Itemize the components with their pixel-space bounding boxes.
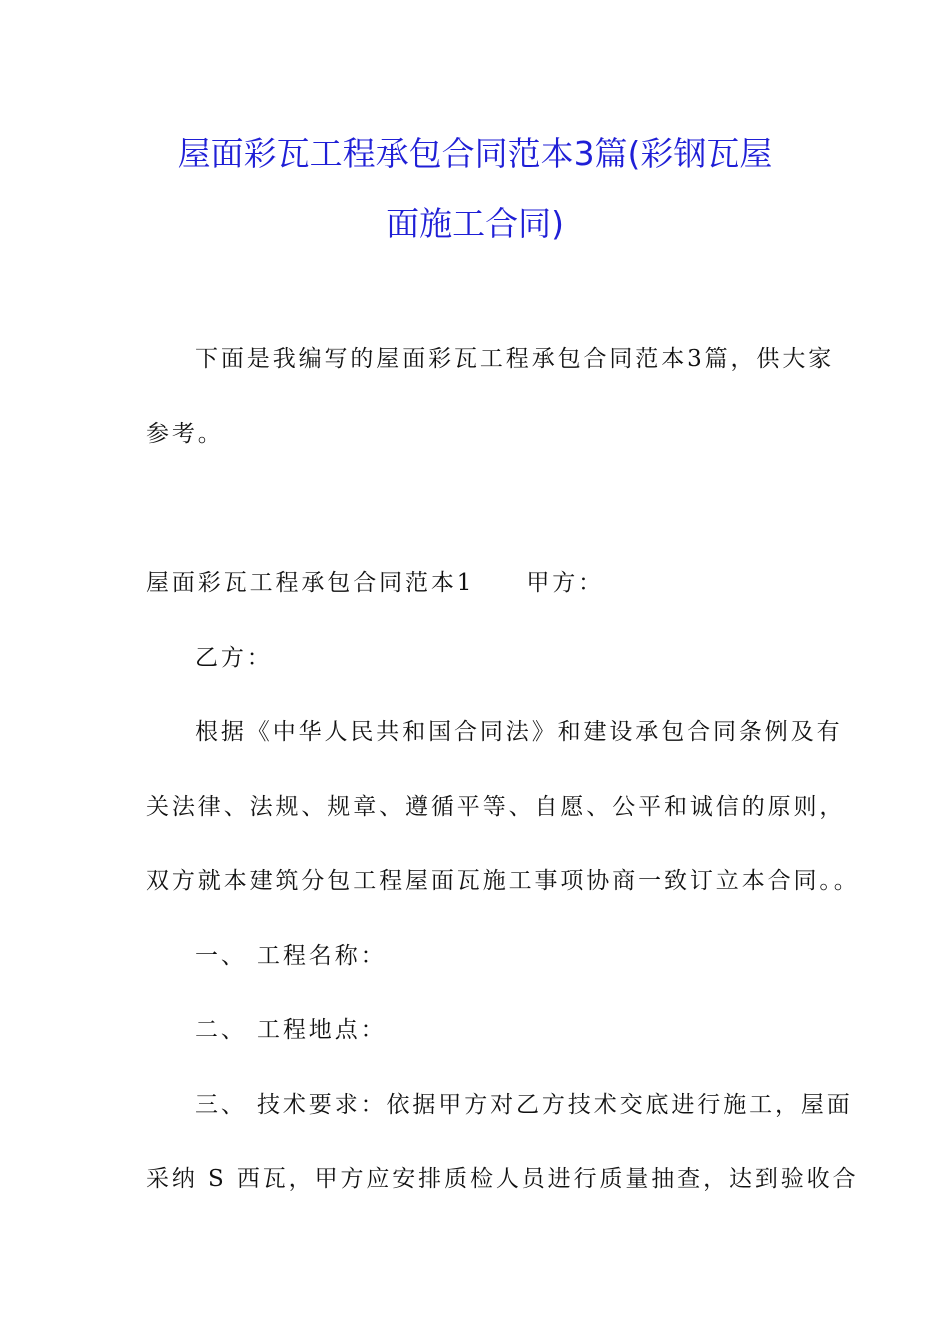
clause-3-line-2: 采纳 S 西瓦，甲方应安排质检人员进行质量抽查，达到验收合 (146, 1166, 859, 1192)
paragraph-1-line-2: 关法律、法规、规章、遵循平等、自愿、公平和诚信的原则， (146, 794, 846, 820)
intro-paragraph-line-1: 下面是我编写的屋面彩瓦工程承包合同范本3篇，供大家 (195, 346, 835, 372)
party-b-label: 乙方： (195, 645, 273, 671)
clause-2-project-location: 二、 工程地点： (195, 1017, 387, 1043)
party-a-label: 甲方： (526, 570, 605, 596)
document-title-line-2: 面施工合同) (386, 204, 564, 243)
contract-heading-line (146, 572, 811, 595)
paragraph-1-line-3: 双方就本建筑分包工程屋面瓦施工事项协商一致订立本合同。。 (146, 868, 860, 894)
paragraph-1-line-1: 根据《中华人民共和国合同法》和建设承包合同条例及有 (195, 719, 843, 745)
intro-paragraph-line-2: 参考。 (146, 421, 224, 447)
clause-3-line-1: 三、 技术要求：依据甲方对乙方技术交底进行施工，屋面 (195, 1092, 853, 1118)
document-title-line-1: 屋面彩瓦工程承包合同范本3篇(彩钢瓦屋 (177, 134, 773, 173)
section-heading: 屋面彩瓦工程承包合同范本1 (146, 570, 475, 596)
clause-1-project-name: 一、 工程名称： (195, 943, 387, 969)
